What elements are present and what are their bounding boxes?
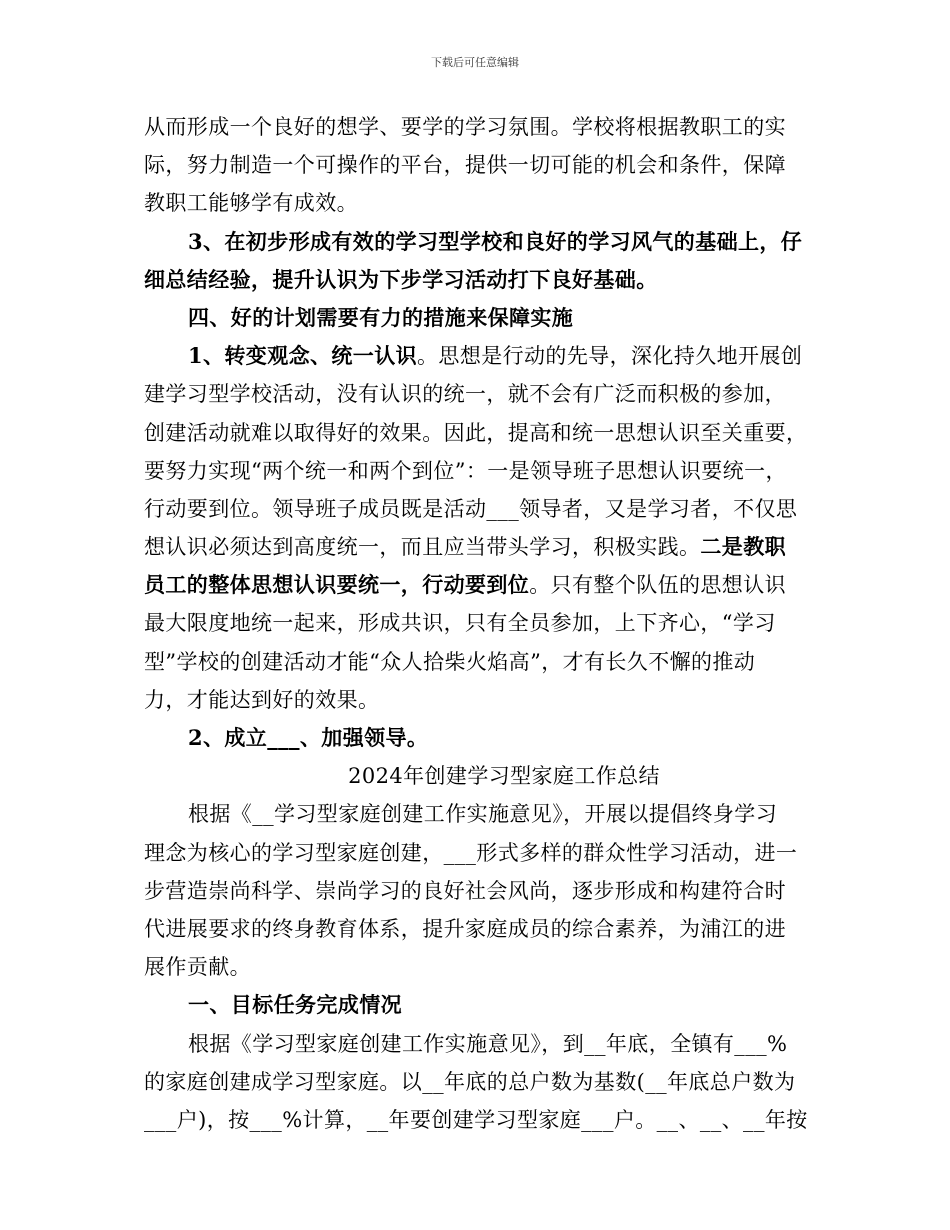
text-line bbox=[144, 1101, 834, 1139]
bold-text-segment: 3、在初步形成有效的学习型学校和良好的学习风气的基础上，仔 bbox=[188, 228, 803, 254]
text-segment: 创建活动就难以取得好的效果。因此，提高和统一思想认识至关重要， bbox=[144, 420, 808, 445]
text-line bbox=[144, 719, 834, 757]
text-line bbox=[144, 146, 834, 184]
text-segment: ___户)，按___%计算，__年要创建学习型家庭___户。__、__、__年按 bbox=[144, 1107, 808, 1132]
text-line bbox=[144, 337, 834, 375]
text-line bbox=[144, 184, 834, 222]
text-segment: 步营造崇尚科学、崇尚学习的良好社会风尚，逐步形成和构建符合时 bbox=[144, 878, 786, 903]
text-segment: 根据《学习型家庭创建工作实施意见》，到__年底，全镇有___% bbox=[188, 1031, 788, 1056]
text-segment: 代进展要求的终身教育体系，提升家庭成员的综合素养，为浦江的进 bbox=[144, 916, 786, 941]
text-segment: 理念为核心的学习型家庭创建，___形式多样的群众性学习活动，进一 bbox=[144, 840, 798, 865]
text-segment: 要努力实现“两个统一和两个到位”：一是领导班子思想认识要统一， bbox=[144, 458, 787, 483]
text-segment: 从而形成一个良好的想学、要学的学习氛围。学校将根据教职工的实 bbox=[144, 115, 786, 139]
text-segment: 根据《__学习型家庭创建工作实施意见》，开展以提倡终身学习 bbox=[188, 802, 778, 827]
text-line bbox=[144, 681, 834, 719]
text-segment: 2024年创建学习型家庭工作总结 bbox=[348, 764, 660, 789]
bold-text-segment: 四、好的计划需要有力的措施来保障实施 bbox=[188, 304, 574, 330]
text-line bbox=[144, 108, 834, 146]
text-line bbox=[144, 375, 834, 413]
text-segment: 的家庭创建成学习型家庭。以__年底的总户数为基数(__年底总户数为 bbox=[144, 1069, 796, 1094]
bold-text-segment: 二是教职 bbox=[700, 534, 787, 560]
bold-text-segment: 一、目标任务完成情况 bbox=[188, 992, 402, 1018]
text-line bbox=[144, 1063, 834, 1101]
bold-text-segment: 员工的整体思想认识要统一，行动要到位 bbox=[144, 572, 530, 598]
text-line bbox=[144, 414, 834, 452]
text-segment: 。思想是行动的先导，深化持久地开展创 bbox=[417, 344, 803, 369]
text-line bbox=[144, 299, 834, 337]
text-line bbox=[144, 1025, 834, 1063]
text-segment: 型”学校的创建活动才能“众人拾柴火焰高”，才有长久不懈的推动 bbox=[144, 649, 756, 674]
bold-text-segment: 细总结经验，提升认识为下步学习活动打下良好基础。 bbox=[144, 266, 658, 292]
text-segment: 力，才能达到好的效果。 bbox=[144, 687, 380, 712]
text-line bbox=[144, 566, 834, 604]
bold-text-segment: 1、转变观念、统一认识 bbox=[188, 343, 418, 369]
text-segment: 最大限度地统一起来，形成共识，只有全员参加，上下齐心，“学习 bbox=[144, 611, 776, 636]
bold-text-segment: 2、成立___、加强领导。 bbox=[188, 725, 429, 750]
text-line bbox=[144, 986, 834, 1024]
text-line bbox=[144, 490, 834, 528]
text-line bbox=[144, 261, 834, 299]
text-segment: 建学习型学校活动，没有认识的统一，就不会有广泛而积极的参加， bbox=[144, 382, 786, 407]
text-segment: 行动要到位。领导班子成员既是活动___领导者，又是学习者，不仅思 bbox=[144, 496, 798, 521]
text-segment: 想认识必须达到高度统一，而且应当带头学习，积极实践。 bbox=[144, 535, 701, 560]
text-line bbox=[144, 452, 834, 490]
text-segment: 展作贡献。 bbox=[144, 955, 251, 980]
text-line bbox=[144, 223, 834, 261]
text-line bbox=[144, 948, 834, 986]
text-line bbox=[144, 604, 834, 642]
text-segment: 。只有整个队伍的思想认识 bbox=[529, 573, 787, 598]
text-line bbox=[144, 910, 834, 948]
text-segment: 际，努力制造一个可操作的平台，提供一切可能的机会和条件，保障 bbox=[144, 153, 786, 178]
section-title bbox=[144, 757, 834, 795]
text-segment: 教职工能够学有成效。 bbox=[144, 191, 358, 216]
text-line bbox=[144, 834, 834, 872]
text-line bbox=[144, 528, 834, 566]
text-line bbox=[144, 643, 834, 681]
text-line bbox=[144, 795, 834, 833]
text-line bbox=[144, 872, 834, 910]
document-body bbox=[144, 108, 834, 1139]
page-header-note: 下载后可任意编辑 bbox=[431, 56, 519, 69]
